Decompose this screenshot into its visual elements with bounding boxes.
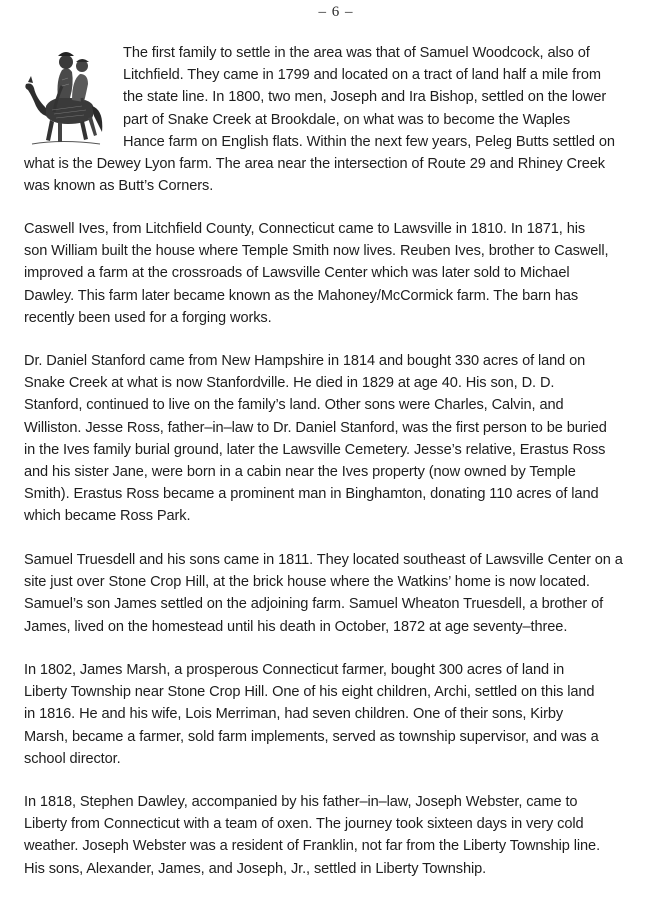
paragraph-line: The first family to settle in the area was that of Samuel Woodcock, also of: [123, 45, 590, 61]
paragraph-line: Liberty Township near Stone Crop Hill. One of his eight children, Archi, settled on this land: [24, 684, 595, 701]
paragraph-line: Samuel’s son James settled on the adjoining farm. Samuel Wheaton Truesdell, a brother of: [24, 596, 604, 613]
paragraph-line: Litchfield. They came in 1799 and located on a tract of land half a mile from: [123, 67, 601, 84]
paragraph-line: was known as Butt’s Corners.: [24, 178, 214, 195]
paragraph-line: In 1802, James Marsh, a prosperous Connecticut farmer, bought 300 acres of land in: [24, 662, 565, 678]
paragraph-line: Samuel Truesdell and his sons came in 1811. They located southeast of Lawsville Center on a: [24, 552, 623, 568]
paragraph-line: part of Snake Creek at Brookdale, on what was to become the Waples: [123, 111, 571, 128]
paragraph-5: [24, 659, 654, 770]
paragraph-line: James, lived on the homestead until his death in October, 1872 at age seventy–three.: [24, 618, 568, 635]
paragraph-line: Caswell Ives, from Litchfield County, Connecticut came to Lawsville in 1810. In 1871, his: [24, 221, 586, 237]
paragraph-line: In 1818, Stephen Dawley, accompanied by his father–in–law, Joseph Webster, came to: [24, 794, 578, 810]
paragraph-line: what is the Dewey Lyon farm. The area near the intersection of Route 29 and Rhiney Creek: [24, 156, 605, 173]
paragraph-line: Stanford, continued to live on the family’s land. Other sons were Charles, Calvin, and: [24, 397, 564, 414]
paragraph-6: [24, 791, 654, 880]
paragraph-1: [24, 42, 654, 197]
paragraph-line: Snake Creek at what is now Stanfordville. He died in 1829 at age 40. His son, D. D.: [24, 375, 555, 392]
paragraph-line: Dr. Daniel Stanford came from New Hampshire in 1814 and bought 330 acres of land on: [24, 353, 586, 369]
paragraph-line: and his sister Jane, were born in a cabin near the Ives property (now owned by Temple: [24, 464, 576, 481]
paragraph-line: Dawley. This farm later became known as the Mahoney/McCormick farm. The barn has: [24, 287, 579, 304]
paragraph-line: Liberty from Connecticut with a team of oxen. The journey took sixteen days in very cold: [24, 816, 584, 833]
paragraph-line: site just over Stone Crop Hill, at the brick house where the Watkins’ home is now located.: [24, 574, 590, 591]
paragraph-line: weather. Joseph Webster was a resident of Franklin, not far from the Liberty Township line.: [24, 838, 601, 855]
paragraph-line: the state line. In 1800, two men, Joseph and Ira Bishop, settled on the lower: [123, 89, 607, 106]
paragraph-line: in the Ives family burial ground, later the Lawsville Cemetery. Jesse’s relative, Erastus Ross: [24, 441, 606, 458]
paragraph-line: Marsh, became a farmer, sold farm implements, served as township supervisor, and was a: [24, 728, 599, 745]
paragraph-line: Smith). Erastus Ross became a prominent man in Binghamton, donating 110 acres of land: [24, 486, 599, 503]
paragraph-line: His sons, Alexander, James, and Joseph, Jr., settled in Liberty Township.: [24, 860, 487, 877]
paragraph-line: in 1816. He and his wife, Lois Merriman, had seven children. One of their sons, Kirby: [24, 706, 564, 723]
paragraph-2: [24, 218, 654, 329]
paragraph-line: Williston. Jesse Ross, father–in–law to Dr. Daniel Stanford, was the first person to be buried: [24, 419, 607, 436]
paragraph-3: [24, 350, 654, 528]
paragraph-line: recently been used for a forging works.: [24, 309, 272, 326]
paragraph-line: which became Ross Park.: [24, 508, 191, 525]
paragraph-line: improved a farm at the crossroads of Lawsville Center which was later sold to Michael: [24, 265, 570, 282]
paragraph-line: Hance farm on English flats. Within the next few years, Peleg Butts settled on: [123, 133, 615, 150]
page-number: – 6 –: [318, 4, 354, 20]
paragraph-line: school director.: [24, 750, 121, 767]
paragraph-line: son William built the house where Temple Smith now lives. Reuben Ives, brother to Caswell,: [24, 243, 609, 260]
paragraph-4: [24, 549, 654, 638]
